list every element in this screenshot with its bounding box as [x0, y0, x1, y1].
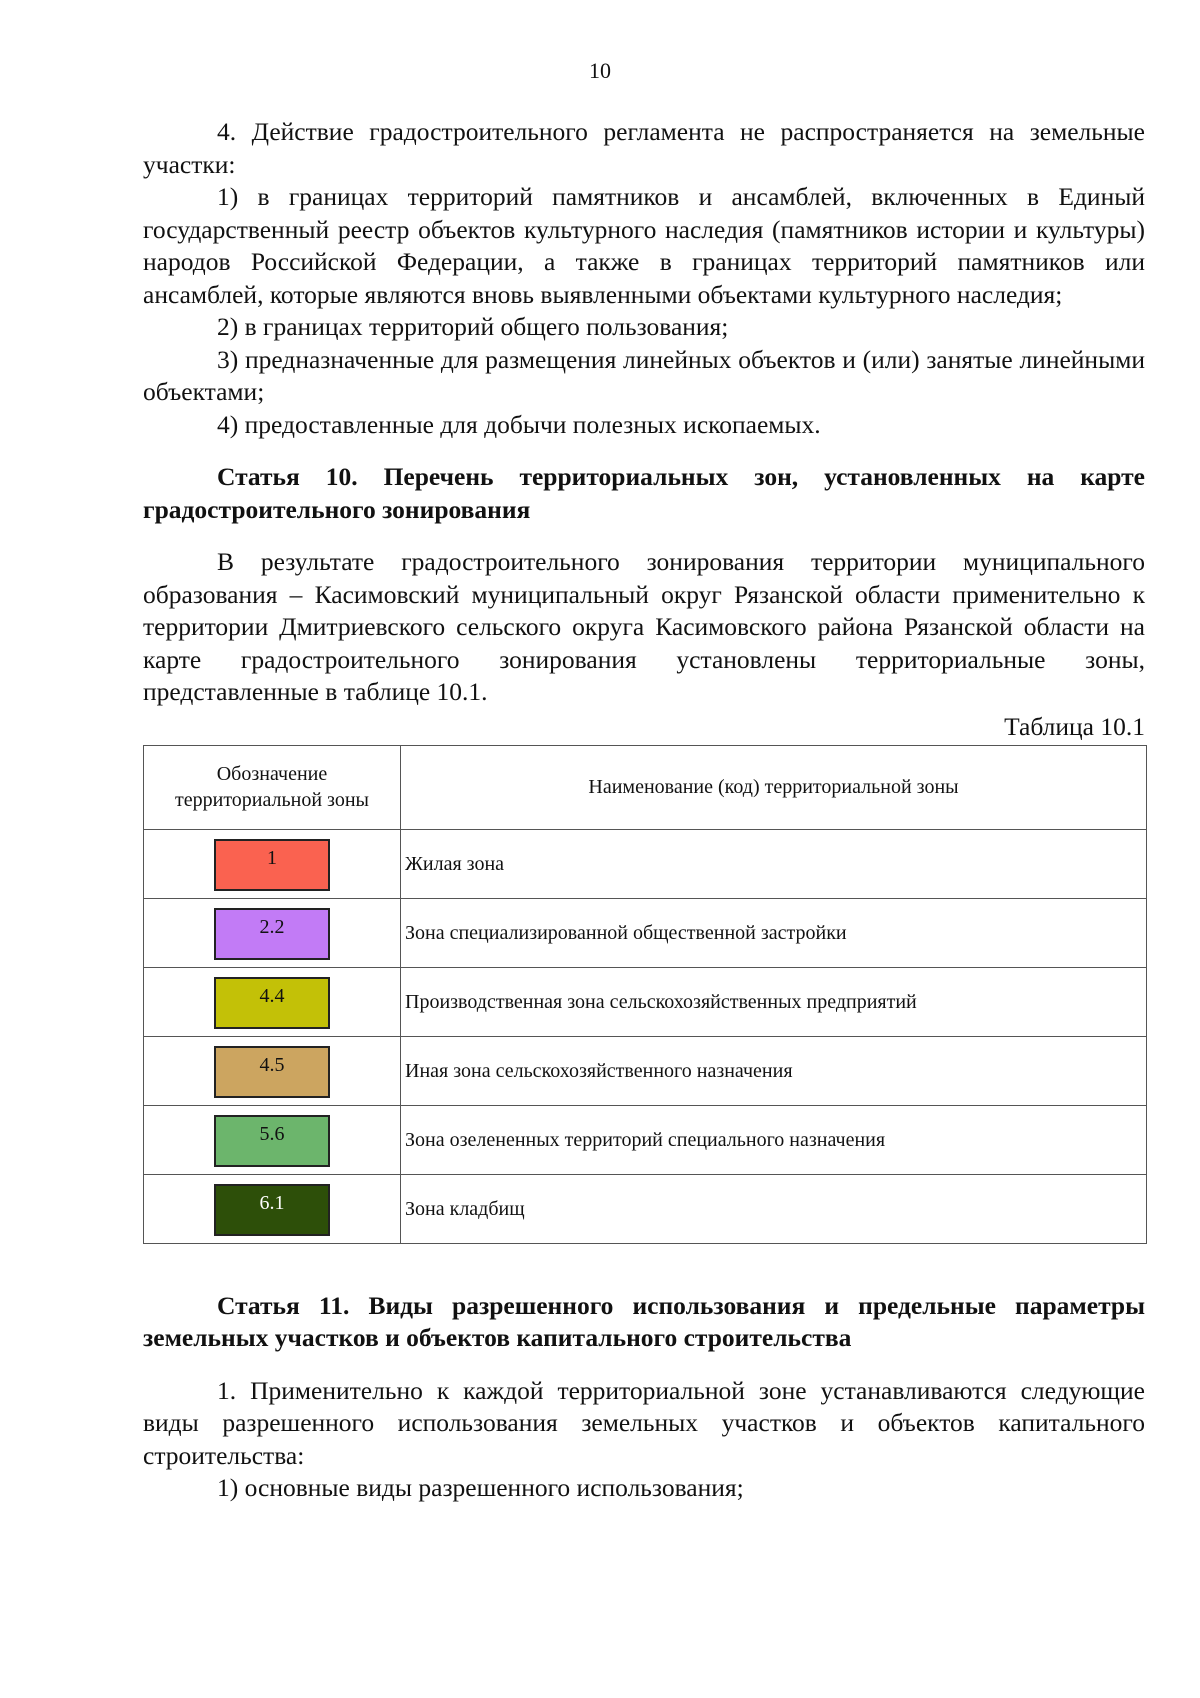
zone-name-cell: Зона кладбищ	[401, 1174, 1147, 1243]
zone-color-swatch: 4.5	[214, 1046, 330, 1098]
paragraph-subitem-4: 4) предоставленные для добычи полезных ископаемых.	[217, 409, 821, 439]
paragraph-item-4: 4. Действие градостроительного регламента не распространяется на земельные участки:	[143, 117, 1145, 179]
page-number: 10	[589, 58, 611, 83]
table-row	[144, 1036, 1147, 1105]
table-header-row	[144, 745, 1147, 829]
zone-code-cell	[144, 1174, 401, 1243]
zone-color-swatch: 6.1	[214, 1184, 330, 1236]
table-row	[144, 1174, 1147, 1243]
paragraph-subitem-2: 2) в границах территорий общего пользования;	[217, 312, 729, 341]
zone-color-swatch: 4.4	[214, 977, 330, 1029]
article-11-heading: Статья 11. Виды разрешенного использования и предельные параметры земельных участков и объектов капитального строительства	[143, 1290, 1145, 1352]
paragraph-subitem-3: 3) предназначенные для размещения линейных объектов и (или) занятые линейными объектами;	[143, 344, 1145, 406]
table-row	[144, 829, 1147, 898]
paragraph-subitem-1: 1) в границах территорий памятников и ансамблей, включенных в Единый государственный реестр объектов культурного наследия (памятников истории и культуры) народов Российской Федерации, а также в границах территорий памятников или ансамблей, которые являются вновь выявленными объектами культурного наследия;	[143, 182, 1145, 309]
zone-name-cell: Иная зона сельскохозяйственного назначения	[401, 1036, 1147, 1105]
zone-code-cell	[144, 898, 401, 967]
zone-color-swatch: 2.2	[214, 908, 330, 960]
zone-code-cell	[144, 967, 401, 1036]
article-11-paragraph-2: 1) основные виды разрешенного использования;	[217, 1473, 744, 1502]
table-row	[144, 898, 1147, 967]
table-caption: Таблица 10.1	[1004, 711, 1145, 741]
zone-name-cell: Жилая зона	[401, 829, 1147, 898]
zone-code-cell	[144, 1105, 401, 1174]
table-row	[144, 1105, 1147, 1174]
article-10-heading: Статья 10. Перечень территориальных зон, установленных на карте градостроительного зонирования	[143, 462, 1145, 524]
zone-code-cell	[144, 829, 401, 898]
article-10-paragraph: В результате градостроительного зонирования территории муниципального образования – Касимовский муниципальный округ Рязанской области применительно к территории Дмитриевского сельского округа Касимовского района Рязанской области на карте градостроительного зонирования установлены территориальные зоны, представленные в таблице 10.1.	[143, 547, 1145, 706]
zones-table-body	[144, 829, 1147, 1243]
header-name: Наименование (код) территориальной зоны	[401, 745, 1147, 829]
zone-name-cell: Производственная зона сельскохозяйственных предприятий	[401, 967, 1147, 1036]
header-code: Обозначение территориальной зоны	[144, 745, 401, 829]
zone-code-cell	[144, 1036, 401, 1105]
zone-name-cell: Зона специализированной общественной застройки	[401, 898, 1147, 967]
table-row	[144, 967, 1147, 1036]
article-11-paragraph-1: 1. Применительно к каждой территориальной зоне устанавливаются следующие виды разрешенного использования земельных участков и объектов капитального строительства:	[143, 1375, 1145, 1470]
zone-name-cell: Зона озелененных территорий специального назначения	[401, 1105, 1147, 1174]
zones-table	[143, 745, 1147, 1244]
zone-color-swatch: 1	[214, 839, 330, 891]
zone-color-swatch: 5.6	[214, 1115, 330, 1167]
page-content	[143, 116, 1145, 1505]
